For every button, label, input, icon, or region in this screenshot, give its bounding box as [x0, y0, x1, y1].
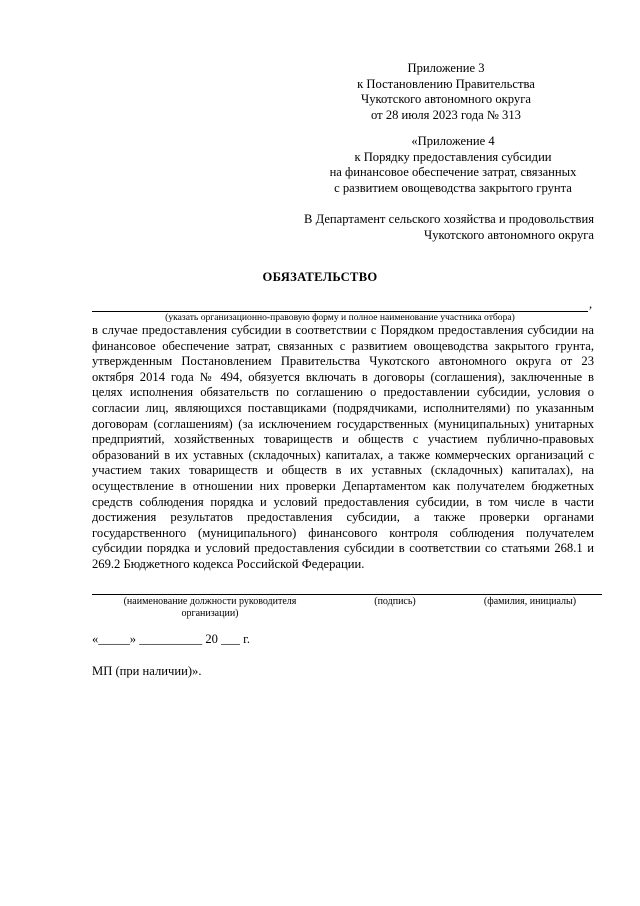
- signature-blank-line: [92, 594, 602, 595]
- addressee-line: В Департамент сельского хозяйства и продовольствия: [304, 212, 594, 226]
- annex-3-line: к Постановлению Правительства: [357, 76, 535, 91]
- annex-3-line: от 28 июля 2023 года № 313: [371, 107, 521, 122]
- stamp-line: МП (при наличии)».: [92, 664, 202, 678]
- date-line: «_____» __________ 20 ___ г.: [92, 632, 251, 646]
- organization-hint: (указать организационно-правовую форму и полное наименование участника отбора): [165, 312, 515, 323]
- document-title: ОБЯЗАТЕЛЬСТВО: [262, 270, 378, 284]
- addressee-line: Чукотского автономного округа: [424, 227, 594, 242]
- obligation-body-text: в случае предоставления субсидии в соответствии с Порядком предоставления субсидии на финансовое обеспечение затрат, связанных с развитием овощеводства закрытого грунта, утвержденным Постановлением Правительства Чукотского автономного округа от 23 октября 2014 года № 494, обязуется включать в договоры (соглашения), заключенные в целях исполнения обязательств по соглашению о предоставлении субсидии, условия о согласии лиц, являющихся поставщиками (подрядчиками, исполнителями) по указанным договорам (соглашениям) (за исключением государственных (муниципальных) унитарных предприятий, хозяйственных товариществ и обществ с участием публично-правовых образований в их уставных (складочных) капиталах, а также коммерческих организаций с участием таких товариществ и обществ в их уставных (складочных) капиталах), на осуществление в отношении них проверки Департаментом как получателем бюджетных средств соблюдения порядка и условий предоставления субсидии, в том числе в части достижения результатов предоставления субсидии, а также проверки органами государственного (муниципального) финансового контроля соблюдения получателем субсидии порядка и условий предоставления субсидии в соответствии со статьями 268.1 и 269.2 Бюджетного кодекса Российской Федерации.: [92, 323, 594, 571]
- organization-comma: ,: [589, 297, 593, 311]
- annex-3-line: Приложение 3: [407, 61, 485, 75]
- annex-3-line: Чукотского автономного округа: [361, 92, 531, 107]
- addressee-block: [304, 212, 594, 243]
- signature-label: (подпись): [374, 596, 416, 607]
- name-label: (фамилия, инициалы): [483, 596, 577, 607]
- annex-4-line: на финансовое обеспечение затрат, связанных: [329, 165, 577, 180]
- annex-4-line: с развитием овощеводства закрытого грунта: [334, 180, 572, 195]
- annex-4-line: к Порядку предоставления субсидии: [354, 149, 552, 164]
- annex-4-line: «Приложение 4: [411, 134, 495, 148]
- annex-4-header: [318, 134, 588, 196]
- position-label: (наименование должности руководителя организации): [123, 596, 297, 619]
- annex-3-header: [336, 61, 556, 123]
